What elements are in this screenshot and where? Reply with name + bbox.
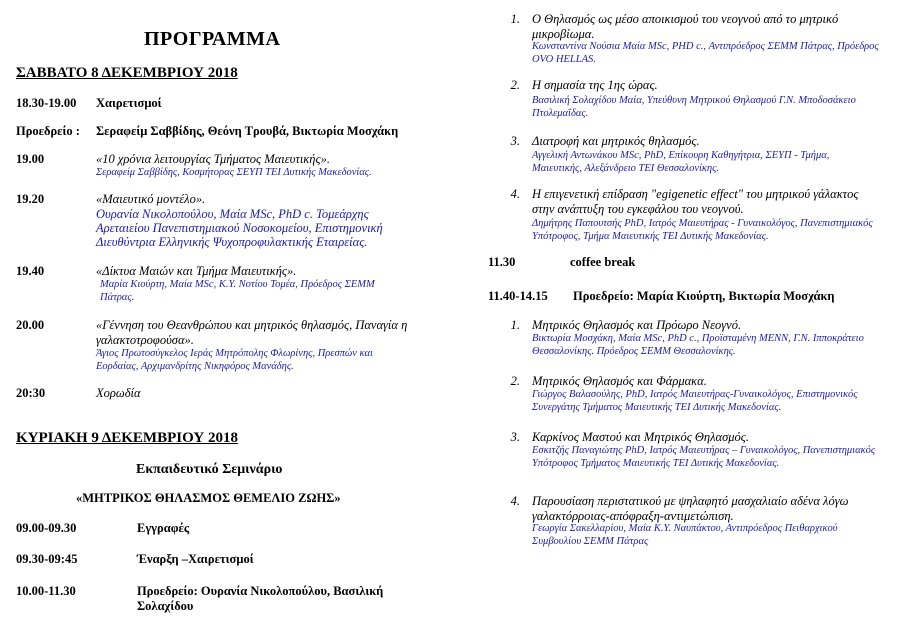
talk-time: 19.40 bbox=[16, 264, 45, 278]
greet-time: 18.30-19.00 bbox=[16, 96, 77, 110]
schedule-label: Έναρξη –Χαιρετισμοί bbox=[137, 552, 254, 566]
list-speaker: Εσκιτζής Παναγιώτης PhD, Ιατρός Μαιευτήρας – Γυναικολόγος, Πανεπιστημιακός Υπότροφος Τμήματος Μαιευτικής ΤΕΙ Δυτικής Μακεδονίας. bbox=[532, 445, 876, 469]
list-number: 1. bbox=[510, 12, 520, 26]
page-title: ΠΡΟΓΡΑΜΜΑ bbox=[144, 28, 281, 50]
coffee-time: 11.30 bbox=[488, 255, 516, 269]
talk-title: Χορωδία bbox=[96, 386, 141, 400]
list-number: 1. bbox=[510, 318, 520, 332]
talk-time: 20.00 bbox=[16, 318, 45, 332]
schedule-label: Εγγραφές bbox=[137, 521, 190, 535]
list-title: Καρκίνος Μαστού και Μητρικός Θηλασμός. bbox=[532, 430, 749, 444]
list-speaker: Βικτωρία Μοσχάκη, Μαία MSc, PhD c., Προϊσταμένη ΜΕΝΝ, Γ.Ν. Ιπποκράτειο Θεσσαλονίκης. Πρόεδρος ΣΕΜΜ Θεσσαλονίκης. bbox=[532, 333, 864, 357]
chairs-label: Προεδρείο : bbox=[16, 124, 80, 138]
list-title: Μητρικός Θηλασμός και Φάρμακα. bbox=[532, 374, 707, 388]
talk-title: «10 χρόνια λειτουργίας Τμήματος Μαιευτικής». bbox=[96, 152, 330, 166]
talk-time: 19.20 bbox=[16, 192, 45, 206]
greet-label: Χαιρετισμοί bbox=[96, 96, 162, 110]
list-number: 4. bbox=[510, 187, 520, 201]
talk-time: 19.00 bbox=[16, 152, 45, 166]
list-number: 3. bbox=[510, 134, 520, 148]
seminar-label: Εκπαιδευτικό Σεμινάριο bbox=[136, 462, 283, 477]
talk-speaker-line: Αρεταιείου Πανεπιστημιακού Νοσοκομείου, Επιστημονική bbox=[96, 221, 383, 235]
list-title: Η επιγενετική επίδραση "egigenetic effect" του μητρικού γάλακτος στην ανάπτυξη του εγκεφάλου του νεογνού. bbox=[532, 187, 859, 216]
talk-speaker: Σεραφείμ Σαββίδης, Κοσμήτορας ΣΕΥΠ ΤΕΙ Δυτικής Μακεδονίας. bbox=[96, 167, 372, 178]
list-title: Παρουσίαση περιστατικού με ψηλαφητό μασχαλιαίο αδένα λόγω γαλακτόρροιας-απόφραξη-αντιμετώπιση. bbox=[532, 494, 849, 523]
session-time: 11.40-14.15 bbox=[488, 289, 548, 303]
schedule-time: 09.00-09.30 bbox=[16, 521, 77, 535]
list-number: 2. bbox=[510, 374, 520, 388]
seminar-title: «ΜΗΤΡΙΚΟΣ ΘΗΛΑΣΜΟΣ ΘΕΜΕΛΙΟ ΖΩΗΣ» bbox=[76, 491, 341, 505]
talk-speaker-line: Μαρία Κιούρτη, Μαία MSc, Κ.Υ. Νοτίου Τομέα, Πρόεδρος ΣΕΜΜ bbox=[100, 279, 375, 290]
talk-title: «Γέννηση του Θεανθρώπου και μητρικός θηλασμός, Παναγία η γαλακτοτροφούσα». bbox=[96, 318, 408, 347]
schedule-time: 09.30-09:45 bbox=[16, 552, 78, 566]
list-speaker: Βασιλική Σολαχίδου Μαία, Υπεύθυνη Μητρικού Θηλασμού Γ.Ν. Μποδοσάκειο Πτολεμαΐδας. bbox=[532, 95, 856, 119]
talk-speaker-line: Ουρανία Νικολοπούλου, Μαία MSc, PhD c. Τομεάρχης bbox=[96, 207, 369, 221]
talk-speaker-line: Διευθύντρια Ελληνικής Ψυχοπροφυλακτικής Εταιρείας. bbox=[96, 235, 368, 249]
talk-speaker-line: Άγιος Πρωτοσύγκελος Ιεράς Μητρόπολης Φλωρίνης, Πρεσπών και bbox=[96, 348, 373, 359]
list-speaker: Αγγελική Αντωνάκου MSc, PhD, Επίκουρη Καθηγήτρια, ΣΕΥΠ - Τμήμα, Μαιευτικής, Αλεξάνδρειο ΤΕΙ Θεσσαλονίκης. bbox=[532, 150, 830, 174]
list-title: Διατροφή και μητρικός θηλασμός. bbox=[532, 134, 700, 148]
schedule-label: Προεδρείο: Ουρανία Νικολοπούλου, Βασιλική Σολαχίδου bbox=[137, 584, 384, 613]
talk-time: 20:30 bbox=[16, 386, 46, 400]
list-title: Μητρικός Θηλασμός και Πρόωρο Νεογνό. bbox=[532, 318, 742, 332]
session-chairs: Προεδρείο: Μαρία Κιούρτη, Βικτωρία Μοσχάκη bbox=[573, 289, 835, 303]
list-number: 2. bbox=[510, 78, 520, 92]
day2-date: ΚΥΡΙΑΚΗ 9 ΔΕΚΕΜΒΡΙΟΥ 2018 bbox=[16, 430, 238, 446]
list-number: 4. bbox=[510, 494, 520, 508]
list-speaker: Δημήτρης Παπουτσής PhD, Ιατρός Μαιευτήρας - Γυναικολόγος, Πανεπιστημιακός Υπότροφος, Τμήμα Μαιευτικής ΤΕΙ Δυτικής Μακεδονίας. bbox=[532, 218, 873, 242]
list-title: Η σημασία της 1ης ώρας. bbox=[532, 78, 658, 92]
day1-date: ΣΑΒΒΑΤΟ 8 ΔΕΚΕΜΒΡΙΟΥ 2018 bbox=[16, 65, 238, 81]
talk-speaker-line: Πάτρας. bbox=[100, 292, 135, 303]
talk-title: «Μαιευτικό μοντέλο». bbox=[96, 192, 206, 206]
talk-speaker-line: Εορδαίας, Αρχιμανδρίτης Νικηφόρος Μανάδης. bbox=[96, 361, 294, 372]
coffee-label: coffee break bbox=[570, 255, 636, 269]
list-speaker: Κωνσταντίνα Νούσια Μαία MSc, PHD c., Αντιπρόεδρος ΣΕΜΜ Πάτρας, Πρόεδρος OVO HELLAS. bbox=[532, 41, 879, 65]
list-number: 3. bbox=[510, 430, 520, 444]
talk-title: «Δίκτυα Μαιών και Τμήμα Μαιευτικής». bbox=[96, 264, 297, 278]
list-speaker: Γεωργία Σακελλαρίου, Μαία Κ.Υ. Ναυπάκτου, Αντιπρόεδρος Πειθαρχικού Συμβουλίου ΣΕΜΜ Πάτρας bbox=[532, 523, 838, 547]
list-speaker: Γιώργος Βαλασούλης, PhD, Ιατρός Μαιευτήρας-Γυναικολόγος, Επιστημονικός Συνεργάτης Τμήματος Μαιευτικής ΤΕΙ Δυτικής Μακεδονίας. bbox=[532, 389, 858, 413]
chairs-names: Σεραφείμ Σαββίδης, Θεόνη Τρουβά, Βικτωρία Μοσχάκη bbox=[96, 124, 399, 138]
list-title: Ο Θηλασμός ως μέσο αποικισμού του νεογνού από το μητρικό μικροβίωμα. bbox=[532, 12, 839, 41]
schedule-time: 10.00-11.30 bbox=[16, 584, 76, 598]
